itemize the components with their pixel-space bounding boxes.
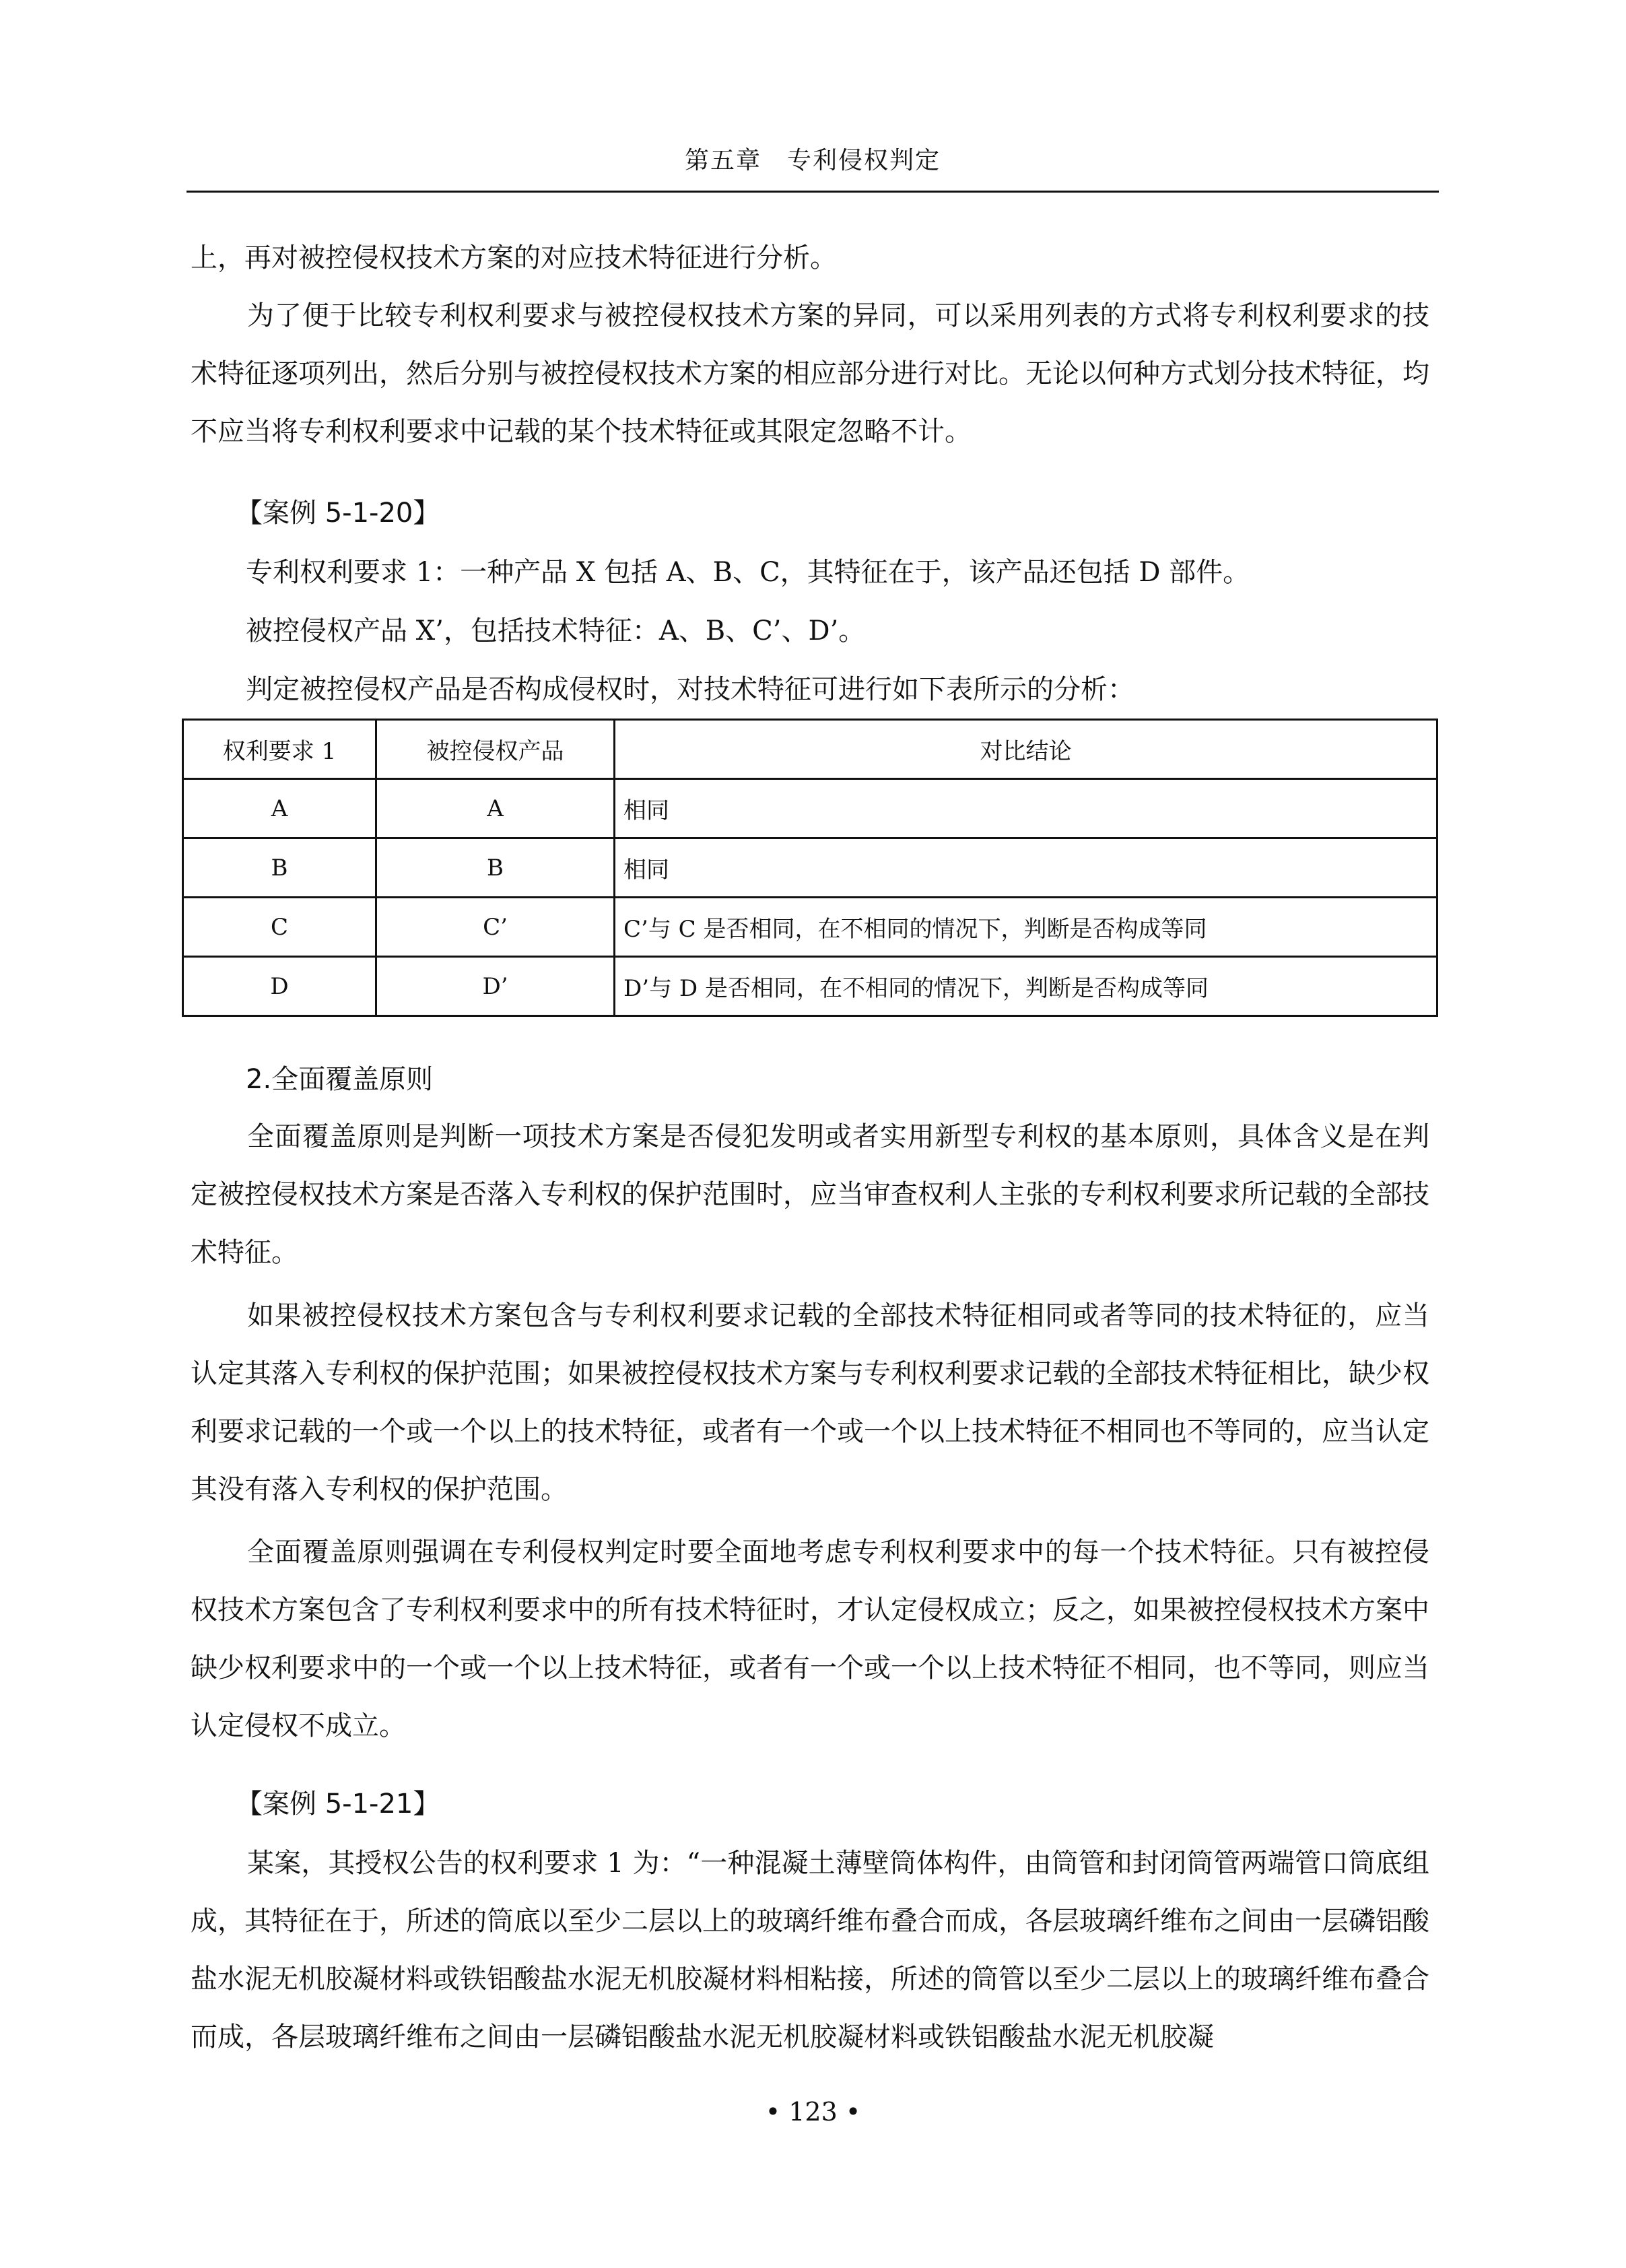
cell-conclusion: D’与 D 是否相同，在不相同的情况下，判断是否构成等同 <box>615 957 1437 1016</box>
comparison-table <box>182 719 1438 1017</box>
cell-conclusion: C’与 C 是否相同，在不相同的情况下，判断是否构成等同 <box>615 898 1437 957</box>
intro-paragraph-1: 上，再对被控侵权技术方案的对应技术特征进行分析。 <box>191 242 837 273</box>
page-number: • 123 • <box>765 2097 861 2127</box>
cell-claim: B <box>183 838 376 898</box>
case-20-accused-product: 被控侵权产品 X’，包括技术特征：A、B、C’、D’。 <box>246 615 866 646</box>
section-2-paragraph-3: 全面覆盖原则强调在专利侵权判定时要全面地考虑专利权利要求中的每一个技术特征。只有被控侵权技术方案包含了专利权利要求中的所有技术特征时，才认定侵权成立；反之，如果被控侵权技术方案中缺少权利要求中的一个或一个以上技术特征，或者有一个或一个以上技术特征不相同，也不等同，则应当认定侵权不成立。 <box>191 1537 1429 1741</box>
cell-accused: D’ <box>376 957 615 1016</box>
header-rule <box>187 191 1439 193</box>
header-claim: 权利要求 1 <box>183 720 376 779</box>
chapter-header: 第五章 专利侵权判定 <box>684 147 941 174</box>
cell-accused: C’ <box>376 898 615 957</box>
cell-conclusion: 相同 <box>615 838 1437 898</box>
cell-claim: A <box>183 779 376 838</box>
cell-conclusion: 相同 <box>615 779 1437 838</box>
intro-paragraph-2: 为了便于比较专利权利要求与被控侵权技术方案的异同，可以采用列表的方式将专利权利要求的技术特征逐项列出，然后分别与被控侵权技术方案的相应部分进行对比。无论以何种方式划分技术特征，均不应当将专利权利要求中记载的某个技术特征或其限定忽略不计。 <box>191 300 1429 447</box>
case-20-analysis-intro: 判定被控侵权产品是否构成侵权时，对技术特征可进行如下表所示的分析： <box>246 674 1134 705</box>
section-title-full-coverage: 2.全面覆盖原则 <box>246 1064 434 1095</box>
case-title-5-1-21: 【案例 5-1-21】 <box>236 1789 440 1820</box>
header-conclusion: 对比结论 <box>615 720 1437 779</box>
header-accused-product: 被控侵权产品 <box>376 720 615 779</box>
table-row <box>183 957 1437 1016</box>
table-row <box>183 898 1437 957</box>
cell-accused: A <box>376 779 615 838</box>
table-header-row <box>183 720 1437 779</box>
cell-accused: B <box>376 838 615 898</box>
section-2-paragraph-1: 全面覆盖原则是判断一项技术方案是否侵犯发明或者实用新型专利权的基本原则，具体含义是在判定被控侵权技术方案是否落入专利权的保护范围时，应当审查权利人主张的专利权利要求所记载的全部技术特征。 <box>191 1121 1429 1268</box>
case-21-text: 某案，其授权公告的权利要求 1 为：“一种混凝土薄壁筒体构件，由筒管和封闭筒管两端管口筒底组成，其特征在于，所述的筒底以至少二层以上的玻璃纤维布叠合而成，各层玻璃纤维布之间由一层磷铝酸盐水泥无机胶凝材料或铁铝酸盐水泥无机胶凝材料相粘接，所述的筒管以至少二层以上的玻璃纤维布叠合而成，各层玻璃纤维布之间由一层磷铝酸盐水泥无机胶凝材料或铁铝酸盐水泥无机胶凝 <box>191 1848 1429 2053</box>
case-20-claim: 专利权利要求 1：一种产品 X 包括 A、B、C，其特征在于，该产品还包括 D 部件。 <box>246 557 1250 588</box>
case-title-5-1-20: 【案例 5-1-20】 <box>236 498 440 529</box>
table-row <box>183 838 1437 898</box>
table-row <box>183 779 1437 838</box>
cell-claim: D <box>183 957 376 1016</box>
section-2-paragraph-2: 如果被控侵权技术方案包含与专利权利要求记载的全部技术特征相同或者等同的技术特征的，应当认定其落入专利权的保护范围；如果被控侵权技术方案与专利权利要求记载的全部技术特征相比，缺少权利要求记载的一个或一个以上的技术特征，或者有一个或一个以上技术特征不相同也不等同的，应当认定其没有落入专利权的保护范围。 <box>191 1300 1429 1505</box>
cell-claim: C <box>183 898 376 957</box>
